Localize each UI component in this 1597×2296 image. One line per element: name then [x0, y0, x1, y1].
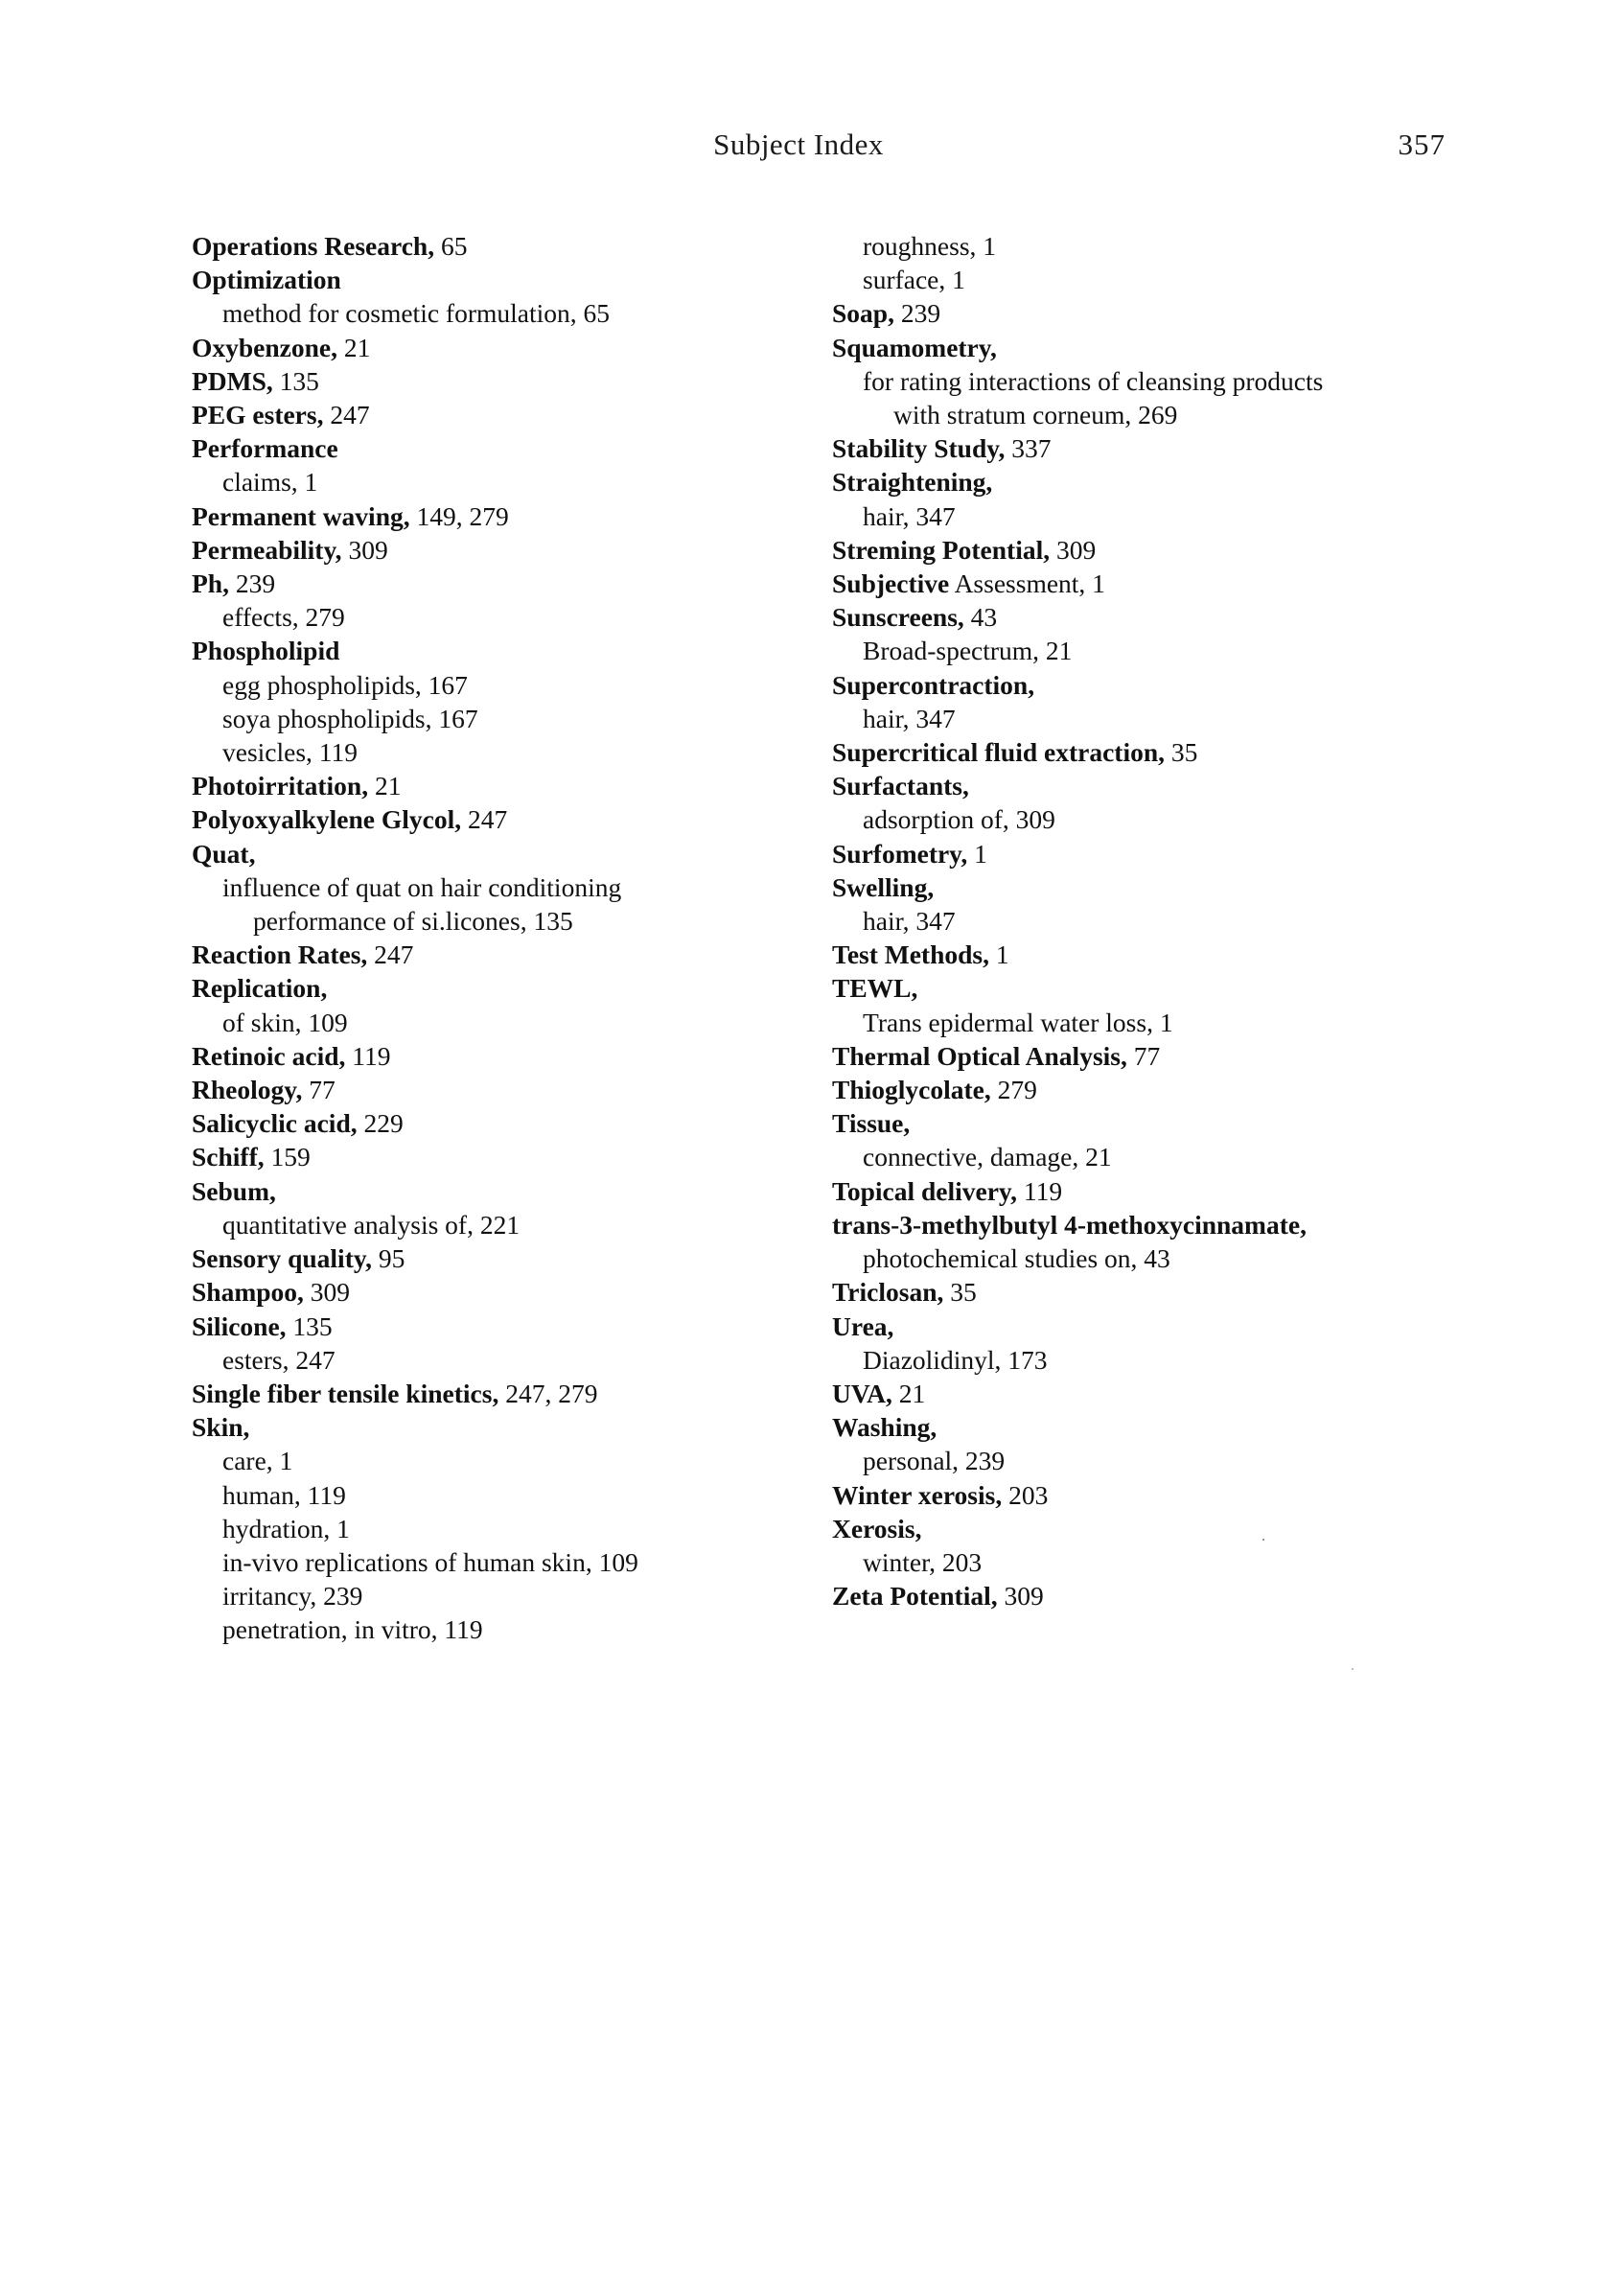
index-entry: [192, 1275, 805, 1309]
index-subentry: quantitative analysis of, 221: [222, 1209, 521, 1240]
index-entry: [192, 331, 805, 364]
index-term: Surfactants,: [832, 771, 969, 801]
index-term: Swelling,: [832, 871, 935, 902]
index-entry: [832, 735, 1446, 769]
index-entry: [832, 1310, 1446, 1343]
index-term: Permeability,: [192, 534, 342, 565]
index-subentry: care, 1: [222, 1446, 293, 1476]
index-term: Straightening,: [832, 467, 993, 498]
index-term: Polyoxyalkylene Glycol,: [192, 804, 462, 835]
index-term: Urea,: [832, 1310, 894, 1341]
index-term: Quat,: [192, 838, 256, 869]
index-term: Stability Study,: [832, 433, 1006, 464]
index-pages: 35: [943, 1277, 977, 1308]
index-subentry: photochemical studies on, 43: [863, 1243, 1170, 1274]
index-subentry: of skin, 109: [222, 1007, 348, 1037]
index-term: Shampoo,: [192, 1277, 304, 1308]
page-number: 357: [1398, 128, 1446, 161]
index-pages: 247: [461, 804, 508, 835]
index-entry: [192, 1073, 805, 1106]
index-subentry: influence of quat on hair conditioning: [222, 871, 622, 902]
index-entry: [832, 600, 1446, 634]
index-pages: 309: [341, 534, 388, 565]
index-term: Thioglycolate,: [832, 1075, 991, 1105]
index-entry: [192, 398, 805, 431]
index-entry: [192, 1310, 805, 1343]
index-term: Sensory quality,: [192, 1243, 372, 1274]
index-term: Photoirritation,: [192, 771, 369, 801]
index-term: Schiff,: [192, 1142, 265, 1172]
index-term: Squamometry,: [832, 332, 997, 362]
index-entry: [832, 1275, 1446, 1309]
index-entry: [832, 1410, 1446, 1444]
index-entry: [832, 296, 1446, 330]
index-entry: [192, 971, 805, 1005]
index-term: Replication,: [192, 973, 328, 1004]
scan-speck: [1352, 1668, 1354, 1670]
index-term: Streming Potential,: [832, 534, 1051, 565]
index-term: Zeta Potential,: [832, 1581, 998, 1612]
index-entry: [192, 567, 805, 600]
index-pages: 309: [1050, 534, 1097, 565]
index-entry: [192, 837, 805, 870]
index-entry: [192, 802, 805, 836]
index-term: Rheology,: [192, 1075, 303, 1105]
index-subentry: Diazolidinyl, 173: [863, 1344, 1048, 1375]
index-term: Salicyclic acid,: [192, 1108, 358, 1139]
index-subentry: irritancy, 239: [222, 1581, 363, 1612]
index-term: PDMS,: [192, 365, 273, 396]
index-term: Surfometry,: [832, 838, 968, 869]
index-pages: 135: [272, 365, 319, 396]
index-entry: [832, 668, 1446, 702]
index-term: Sunscreens,: [832, 602, 964, 633]
index-entry: [192, 229, 805, 263]
index-term: Skin,: [192, 1412, 250, 1443]
index-subentry: winter, 203: [863, 1546, 983, 1577]
index-subentry: for rating interactions of cleansing products: [863, 365, 1324, 396]
index-subentry-continuation: performance of si.licones, 135: [253, 906, 573, 937]
index-term: Triclosan,: [832, 1277, 944, 1308]
index-subentry: penetration, in vitro, 119: [222, 1614, 483, 1645]
index-entry: [832, 1073, 1446, 1106]
index-subentry: connective, damage, 21: [863, 1142, 1112, 1172]
index-term: TEWL,: [832, 973, 918, 1004]
index-term: Ph,: [192, 568, 229, 599]
index-term: Xerosis,: [832, 1513, 922, 1543]
index-entry: [832, 431, 1446, 465]
index-subentry: adsorption of, 309: [863, 804, 1055, 835]
index-entry: [832, 1478, 1446, 1512]
index-term: Sebum,: [192, 1175, 276, 1206]
index-pages: 1: [967, 838, 987, 869]
index-pages: 239: [228, 568, 276, 599]
index-pages: 309: [997, 1581, 1044, 1612]
index-entry: [192, 364, 805, 398]
index-pages: 247: [323, 400, 370, 430]
index-term: Permanent waving,: [192, 500, 410, 531]
index-entry: [832, 1106, 1446, 1140]
index-pages: 247: [367, 939, 414, 970]
index-pages: 135: [286, 1310, 333, 1341]
index-entry: [192, 431, 805, 465]
index-pages: 309: [303, 1277, 351, 1308]
index-subentry: hair, 347: [863, 703, 956, 733]
index-pages: 1: [989, 939, 1009, 970]
index-pages: 337: [1005, 433, 1052, 464]
index-entry: [832, 1174, 1446, 1208]
index-entry: [832, 1579, 1446, 1612]
index-pages: 239: [893, 298, 941, 329]
index-subentry: Trans epidermal water loss, 1: [863, 1007, 1173, 1037]
index-subentry: in-vivo replications of human skin, 109: [222, 1546, 638, 1577]
index-pages: 21: [337, 332, 371, 362]
index-entry: [192, 533, 805, 567]
index-subentry: surface, 1: [863, 265, 965, 295]
index-entry: [192, 1039, 805, 1073]
running-head: [0, 128, 1597, 166]
index-entry: [192, 634, 805, 667]
index-term: Oxybenzone,: [192, 332, 338, 362]
index-column-right: [832, 229, 1446, 1612]
index-term: Silicone,: [192, 1310, 287, 1341]
index-entry: [832, 533, 1446, 567]
index-subentry: Broad-spectrum, 21: [863, 636, 1073, 666]
index-entry: [192, 1174, 805, 1208]
index-entry: [832, 465, 1446, 499]
index-pages: 95: [371, 1243, 405, 1274]
page-title: Subject Index: [713, 128, 884, 161]
index-term: Reaction Rates,: [192, 939, 368, 970]
index-term: Supercontraction,: [832, 669, 1035, 700]
index-entry: [192, 1377, 805, 1410]
index-subentry: soya phospholipids, 167: [222, 703, 478, 733]
index-entry: [832, 1377, 1446, 1410]
index-subentry: esters, 247: [222, 1344, 336, 1375]
index-pages: 43: [963, 602, 998, 633]
index-entry: [192, 1410, 805, 1444]
index-term: Performance: [192, 433, 338, 464]
index-subentry: roughness, 1: [863, 231, 997, 261]
index-entry: [192, 769, 805, 802]
index-entry: [192, 1140, 805, 1173]
index-term: Optimization: [192, 265, 341, 295]
index-entry: [192, 499, 805, 533]
index-pages: 119: [345, 1040, 391, 1071]
index-term: Thermal Optical Analysis,: [832, 1040, 1127, 1071]
index-entry: [832, 938, 1446, 971]
index-entry: [832, 769, 1446, 802]
index-term: Operations Research,: [192, 231, 435, 261]
index-pages: 159: [264, 1142, 311, 1172]
index-term: Single fiber tensile kinetics,: [192, 1378, 499, 1408]
index-pages: 65: [434, 231, 468, 261]
index-pages: Assessment, 1: [949, 568, 1105, 599]
index-term: Supercritical fluid extraction,: [832, 737, 1166, 768]
index-entry: [832, 567, 1446, 600]
index-term: Tissue,: [832, 1108, 911, 1139]
index-subentry: human, 119: [222, 1479, 346, 1510]
index-entry: [832, 971, 1446, 1005]
index-pages: 77: [302, 1075, 336, 1105]
index-term: PEG esters,: [192, 400, 324, 430]
index-term: UVA,: [832, 1378, 892, 1408]
index-entry: [832, 1208, 1446, 1241]
index-pages: 279: [990, 1075, 1037, 1105]
index-pages: 149, 279: [409, 500, 509, 531]
index-subentry: method for cosmetic formulation, 65: [222, 298, 611, 329]
index-pages: 229: [357, 1108, 404, 1139]
index-entry: [832, 1512, 1446, 1545]
index-term: Washing,: [832, 1412, 937, 1443]
index-term: Retinoic acid,: [192, 1040, 346, 1071]
index-term: Soap,: [832, 298, 894, 329]
index-pages: 35: [1165, 737, 1198, 768]
index-subentry: effects, 279: [222, 602, 345, 633]
index-pages: 21: [891, 1378, 926, 1408]
index-entry: [192, 263, 805, 296]
index-pages: 21: [368, 771, 402, 801]
index-subentry: hydration, 1: [222, 1513, 350, 1543]
index-column-left: [192, 229, 805, 1647]
index-subentry: claims, 1: [222, 467, 318, 498]
index-entry: [832, 1039, 1446, 1073]
index-subentry: egg phospholipids, 167: [222, 669, 468, 700]
index-entry: [192, 1106, 805, 1140]
index-term: trans-3-methylbutyl 4-methoxycinnamate,: [832, 1209, 1307, 1240]
index-subentry: hair, 347: [863, 500, 956, 531]
index-entry: [832, 837, 1446, 870]
index-subentry: hair, 347: [863, 906, 956, 937]
index-pages: 77: [1126, 1040, 1161, 1071]
index-term: Winter xerosis,: [832, 1479, 1003, 1510]
index-term: Subjective: [832, 568, 950, 599]
index-entry: [192, 1241, 805, 1275]
index-entry: [832, 870, 1446, 904]
index-term: Phospholipid: [192, 636, 340, 666]
index-pages: 119: [1017, 1175, 1063, 1206]
index-subentry-continuation: with stratum corneum, 269: [893, 400, 1178, 430]
index-entry: [192, 938, 805, 971]
index-subentry: vesicles, 119: [222, 737, 359, 768]
index-pages: 247, 279: [498, 1378, 598, 1408]
index-term: Test Methods,: [832, 939, 989, 970]
index-subentry: personal, 239: [863, 1446, 1006, 1476]
index-pages: 203: [1002, 1479, 1049, 1510]
index-entry: [832, 331, 1446, 364]
index-term: Topical delivery,: [832, 1175, 1018, 1206]
scan-speck: [1262, 1539, 1264, 1541]
